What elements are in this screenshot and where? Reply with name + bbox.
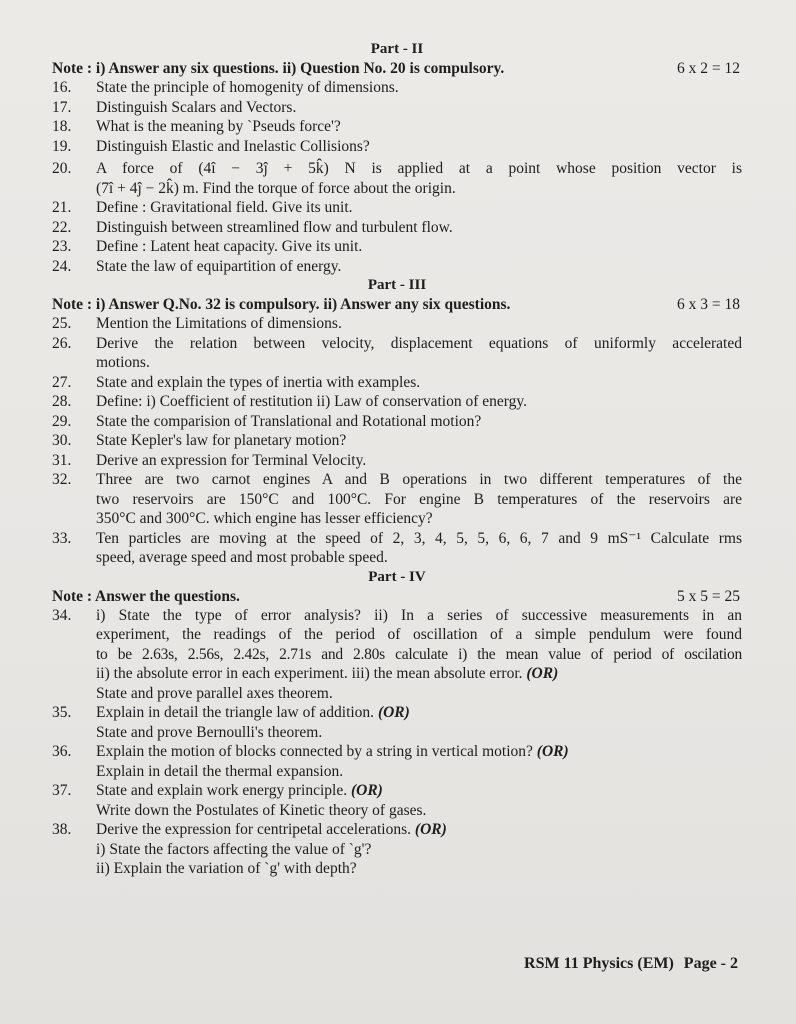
question-38-alt-1: i) State the factors affecting the value of `g'? [96, 840, 372, 858]
question-34-line-3: to be 2.63s, 2.56s, 2.42s, 2.71s and 2.80s calculate i) the mean value of period of oscilation [96, 645, 742, 663]
question-36-alt: Explain in detail the thermal expansion. [96, 762, 344, 780]
part-4-note-text: Note : Answer the questions. [52, 587, 240, 605]
question-32-line-1: Three are two carnot engines A and B operations in two different temperatures of the [96, 471, 742, 488]
question-37: 37. State and explain work energy principle. (OR) Write down the Postulates of Kinetic theory of gases. [52, 781, 742, 820]
question-20-line-1: A force of (4î − 3ĵ + 5k̂) N is applied at a point whose position vector is [96, 160, 742, 177]
or-label: (OR) [377, 704, 410, 721]
question-27: 27. State and explain the types of inertia with examples. [52, 373, 421, 391]
question-32-line-3: 350°C and 300°C. which engine has lesser efficiency? [96, 510, 433, 527]
question-35-alt: State and prove Bernoulli's theorem. [96, 723, 323, 741]
part-3-note [52, 295, 742, 314]
question-16: 16. State the principle of homogenity of dimensions. [52, 79, 399, 96]
question-26-line-2: motions. [96, 354, 150, 371]
question-21: 21. Define : Gravitational field. Give its unit. [52, 199, 353, 216]
question-20-line-2: (7î + 4ĵ − 2k̂) m. Find the torque of force about the origin. [96, 179, 456, 197]
part-4-marks: 5 x 5 = 25 [677, 587, 740, 605]
question-36: 36. Explain the motion of blocks connected by a string in vertical motion? (OR) Explain in detail the thermal expansion. [52, 742, 742, 781]
question-33-line-2: speed, average speed and most probable speed. [96, 549, 388, 566]
or-label: (OR) [350, 782, 383, 799]
or-label: (OR) [414, 821, 447, 838]
question-31: 31. Derive an expression for Terminal Velocity. [52, 451, 367, 469]
question-29: 29. State the comparision of Translational and Rotational motion? [52, 412, 482, 430]
question-38-alt-2: ii) Explain the variation of `g' with depth? [96, 860, 357, 877]
question-22: 22. Distinguish between streamlined flow and turbulent flow. [52, 218, 453, 236]
question-33-line-1: Ten particles are moving at the speed of 2, 3, 4, 5, 5, 6, 6, 7 and 9 mS⁻¹ Calculate rms [96, 529, 742, 547]
question-37-alt: Write down the Postulates of Kinetic theory of gases. [96, 801, 427, 819]
part-2-heading: Part - II [370, 41, 424, 57]
question-26: 26. Derive the relation between velocity, displacement equations of uniformly accelerated motions. [52, 334, 742, 371]
page-footer [524, 955, 738, 973]
page-number: Page - 2 [683, 955, 738, 972]
part-2-note-text: Note : i) Answer any six questions. ii) Question No. 20 is compulsory. [52, 60, 505, 77]
question-34-line-2: experiment, the readings of the period of oscillation of a simple pendulum were found [96, 626, 742, 643]
question-36-line-1: Explain the motion of blocks connected by a string in vertical motion? (OR) [96, 743, 569, 760]
question-38: 38. Derive the expression for centripetal accelerations. (OR) i) State the factors affecting the value of `g'? ii) Explain the variation of `g' with depth? [52, 820, 742, 879]
question-34-alt: State and prove parallel axes theorem. [96, 684, 333, 702]
or-label: (OR) [526, 665, 559, 682]
part-3-marks: 6 x 3 = 18 [677, 296, 740, 313]
part-4-heading: Part - IV [368, 568, 426, 585]
question-35-line-1: Explain in detail the triangle law of addition. (OR) [96, 704, 410, 721]
question-26-line-1: Derive the relation between velocity, displacement equations of uniformly accelerated [96, 334, 742, 352]
part-2-marks: 6 x 2 = 12 [677, 60, 740, 77]
question-38-line-1: Derive the expression for centripetal accelerations. (OR) [96, 821, 447, 838]
question-34-line-1: i) State the type of error analysis? ii) In a series of successive measurements in an [96, 606, 742, 624]
question-24: 24. State the law of equipartition of energy. [52, 257, 342, 275]
question-25: 25. Mention the Limitations of dimensions. [52, 315, 342, 332]
question-34-line-4: ii) the absolute error in each experiment. iii) the mean absolute error. (OR) [96, 665, 559, 682]
part-3-heading: Part - III [367, 277, 427, 293]
question-28: 28. Define: i) Coefficient of restitution ii) Law of conservation of energy. [52, 393, 527, 410]
question-32-line-2: two reservoirs are 150°C and 100°C. For engine B temperatures of the reservoirs are [96, 490, 742, 508]
question-23: 23. Define : Latent heat capacity. Give its unit. [52, 238, 363, 255]
footer-title: RSM 11 Physics (EM) [524, 955, 674, 972]
question-32: 32. Three are two carnot engines A and B operations in two different temperatures of the two reservoirs are 150°C and 100°C. For engine B temperatures of the reservoirs are 350°C and 300°C. which engine has lesser efficiency? [52, 471, 742, 527]
question-17: 17. Distinguish Scalars and Vectors. [52, 98, 297, 116]
or-label: (OR) [536, 743, 569, 760]
question-30: 30. State Kepler's law for planetary motion? [52, 432, 347, 449]
part-3-note-text: Note : i) Answer Q.No. 32 is compulsory. ii) Answer any six questions. [52, 296, 511, 313]
question-20: 20. A force of (4î − 3ĵ + 5k̂) N is applied at a point whose position vector is (7î + 4ĵ − 2k̂) m. Find the torque of force about the origin. [52, 160, 742, 197]
question-35: 35. Explain in detail the triangle law of addition. (OR) State and prove Bernoulli's theorem. [52, 703, 742, 742]
part-4-note [52, 587, 742, 606]
question-33: 33. Ten particles are moving at the speed of 2, 3, 4, 5, 5, 6, 6, 7 and 9 mS⁻¹ Calculate rms speed, average speed and most probable speed. [52, 529, 742, 566]
question-19: 19. Distinguish Elastic and Inelastic Collisions? [52, 137, 370, 155]
part-2-note [52, 59, 742, 78]
question-34: 34. i) State the type of error analysis? ii) In a series of successive measurements in an experiment, the readings of the period of oscillation of a simple pendulum were found to be 2.63s, 2.56s, 2.42s, 2.71s and 2.80s calculate i) the mean value of period of oscilation ii) the absolute error in each experiment. iii) the mean absolute error. (OR) State and prove parallel axes theorem. [52, 606, 742, 702]
question-37-line-1: State and explain work energy principle. (OR) [96, 782, 383, 799]
question-18: 18. What is the meaning by `Pseuds force'? [52, 118, 341, 135]
